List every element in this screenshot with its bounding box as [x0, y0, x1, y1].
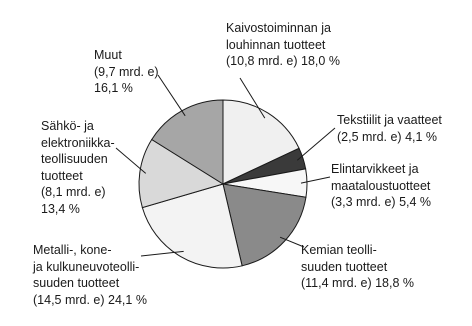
label-kemia: Kemian teolli- suuden tuotteet (11,4 mrd. e) 18,8 % [301, 243, 415, 290]
leader-line-muut [158, 75, 185, 116]
leader-line-tekstiilit [297, 128, 335, 160]
label-metalli: Metalli-, kone- ja kulkuneuvoteolli- suuden tuotteet (14,5 mrd. e) 24,1 % [33, 243, 147, 307]
label-elintarvikkeet: Elintarvikkeet ja maataloustuotteet (3,3 mrd. e) 5,4 % [331, 162, 432, 209]
label-muut: Muut (9,7 mrd. e) 16,1 % [94, 48, 159, 95]
label-tekstiilit: Tekstiilit ja vaatteet (2,5 mrd. e) 4,1 % [337, 113, 442, 144]
leader-line-sahko [116, 148, 146, 173]
label-sahko: Sähkö- ja elektroniikka- teollisuuden tuotteet (8,1 mrd. e) 13,4 % [41, 119, 115, 216]
label-kaivostoiminta: Kaivostoiminnan ja louhinnan tuotteet (10,8 mrd. e) 18,0 % [226, 21, 340, 68]
